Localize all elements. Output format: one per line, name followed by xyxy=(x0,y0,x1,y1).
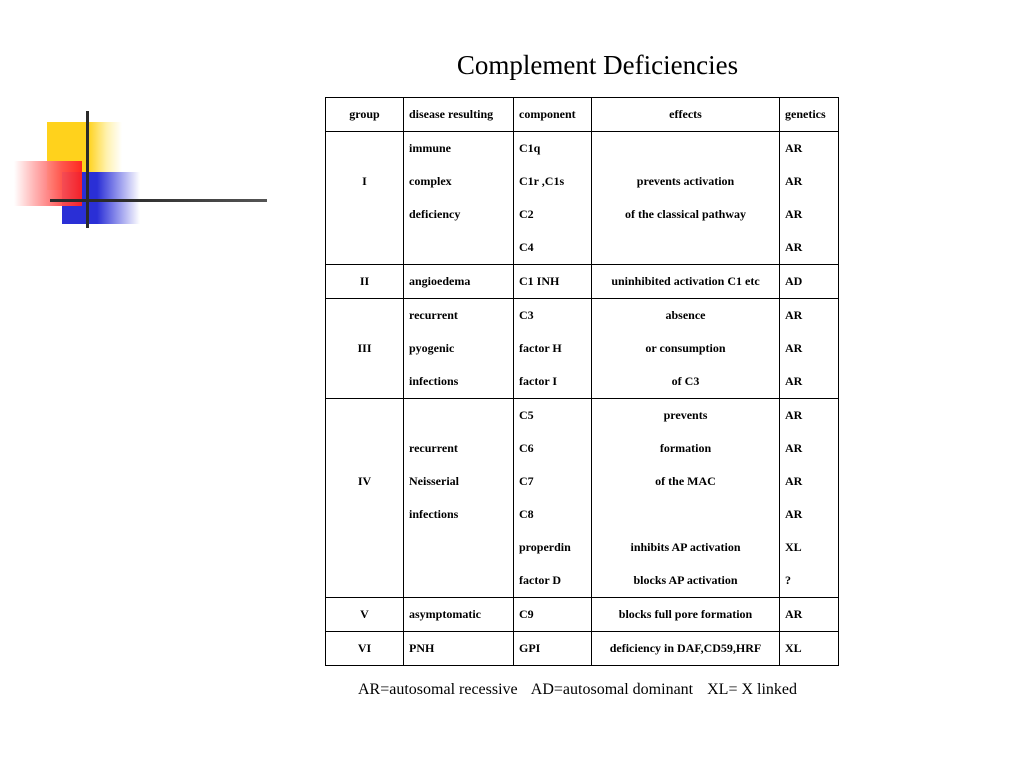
group-cell xyxy=(326,132,404,166)
component-cell: C1q xyxy=(514,132,592,166)
disease-cell: angioedema xyxy=(404,265,514,299)
table-row xyxy=(326,265,839,299)
group-cell: II xyxy=(326,265,404,299)
component-cell: C7 xyxy=(514,465,592,498)
group-cell: IV xyxy=(326,465,404,498)
header-disease: disease resulting xyxy=(404,98,514,132)
group-cell xyxy=(326,231,404,265)
component-cell: C2 xyxy=(514,198,592,231)
effects-cell xyxy=(592,231,780,265)
disease-cell xyxy=(404,399,514,433)
complement-table xyxy=(325,97,839,666)
genetics-cell: AR xyxy=(780,231,839,265)
genetics-cell: XL xyxy=(780,531,839,564)
effects-cell xyxy=(592,132,780,166)
table-row xyxy=(326,531,839,564)
component-cell: properdin xyxy=(514,531,592,564)
disease-cell xyxy=(404,231,514,265)
genetics-cell: AR xyxy=(780,165,839,198)
table-row xyxy=(326,299,839,333)
component-cell: factor I xyxy=(514,365,592,399)
disease-cell xyxy=(404,531,514,564)
disease-cell: recurrent xyxy=(404,299,514,333)
table-row xyxy=(326,132,839,166)
genetics-cell: AR xyxy=(780,465,839,498)
effects-cell: prevents xyxy=(592,399,780,433)
table-row xyxy=(326,332,839,365)
table-row xyxy=(326,365,839,399)
header-group: group xyxy=(326,98,404,132)
component-cell: GPI xyxy=(514,632,592,666)
group-cell xyxy=(326,399,404,433)
legend-ar: AR=autosomal recessive xyxy=(358,681,518,698)
group-cell: VI xyxy=(326,632,404,666)
component-cell: C6 xyxy=(514,432,592,465)
group-cell: I xyxy=(326,165,404,198)
disease-cell: PNH xyxy=(404,632,514,666)
group-cell xyxy=(326,531,404,564)
component-cell: C3 xyxy=(514,299,592,333)
group-cell xyxy=(326,198,404,231)
genetics-cell: AR xyxy=(780,598,839,632)
group-cell xyxy=(326,365,404,399)
table-row xyxy=(326,399,839,433)
decor-horizontal-line xyxy=(50,199,267,202)
component-cell: C1 INH xyxy=(514,265,592,299)
effects-cell: blocks AP activation xyxy=(592,564,780,598)
group-cell xyxy=(326,498,404,531)
table-row xyxy=(326,432,839,465)
component-cell: C8 xyxy=(514,498,592,531)
group-cell xyxy=(326,299,404,333)
decor-vertical-line xyxy=(86,111,89,228)
genetics-cell: AR xyxy=(780,365,839,399)
disease-cell: deficiency xyxy=(404,198,514,231)
disease-cell: infections xyxy=(404,498,514,531)
group-cell xyxy=(326,564,404,598)
table-row xyxy=(326,231,839,265)
effects-cell: blocks full pore formation xyxy=(592,598,780,632)
disease-cell: complex xyxy=(404,165,514,198)
genetics-cell: AR xyxy=(780,498,839,531)
disease-cell: immune xyxy=(404,132,514,166)
table-row xyxy=(326,564,839,598)
component-cell: C9 xyxy=(514,598,592,632)
table-row xyxy=(326,465,839,498)
effects-cell xyxy=(592,498,780,531)
header-effects: effects xyxy=(592,98,780,132)
genetics-cell: AR xyxy=(780,299,839,333)
genetics-legend xyxy=(358,681,807,699)
effects-cell: formation xyxy=(592,432,780,465)
table-row xyxy=(326,598,839,632)
effects-cell: of C3 xyxy=(592,365,780,399)
component-cell: factor H xyxy=(514,332,592,365)
genetics-cell: AR xyxy=(780,332,839,365)
component-cell: C4 xyxy=(514,231,592,265)
disease-cell: infections xyxy=(404,365,514,399)
group-cell: III xyxy=(326,332,404,365)
table-row xyxy=(326,632,839,666)
genetics-cell: XL xyxy=(780,632,839,666)
disease-cell: asymptomatic xyxy=(404,598,514,632)
component-cell: C5 xyxy=(514,399,592,433)
disease-cell: pyogenic xyxy=(404,332,514,365)
legend-xl: XL= X linked xyxy=(707,681,798,698)
slide-title: Complement Deficiencies xyxy=(456,50,739,80)
effects-cell: or consumption xyxy=(592,332,780,365)
table-header-row xyxy=(326,98,839,132)
table-row xyxy=(326,198,839,231)
group-cell xyxy=(326,432,404,465)
effects-cell: uninhibited activation C1 etc xyxy=(592,265,780,299)
header-component: component xyxy=(514,98,592,132)
genetics-cell: AR xyxy=(780,132,839,166)
disease-cell xyxy=(404,564,514,598)
genetics-cell: AR xyxy=(780,399,839,433)
effects-cell: deficiency in DAF,CD59,HRF xyxy=(592,632,780,666)
component-cell: factor D xyxy=(514,564,592,598)
effects-cell: of the classical pathway xyxy=(592,198,780,231)
table-row xyxy=(326,498,839,531)
genetics-cell: AR xyxy=(780,432,839,465)
effects-cell: absence xyxy=(592,299,780,333)
genetics-cell: AR xyxy=(780,198,839,231)
effects-cell: of the MAC xyxy=(592,465,780,498)
group-cell: V xyxy=(326,598,404,632)
effects-cell: prevents activation xyxy=(592,165,780,198)
disease-cell: recurrent xyxy=(404,432,514,465)
table-row xyxy=(326,165,839,198)
header-genetics: genetics xyxy=(780,98,839,132)
disease-cell: Neisserial xyxy=(404,465,514,498)
component-cell: C1r ,C1s xyxy=(514,165,592,198)
effects-cell: inhibits AP activation xyxy=(592,531,780,564)
genetics-cell: AD xyxy=(780,265,839,299)
genetics-cell: ? xyxy=(780,564,839,598)
table-body xyxy=(326,132,839,666)
legend-ad: AD=autosomal dominant xyxy=(530,681,694,698)
